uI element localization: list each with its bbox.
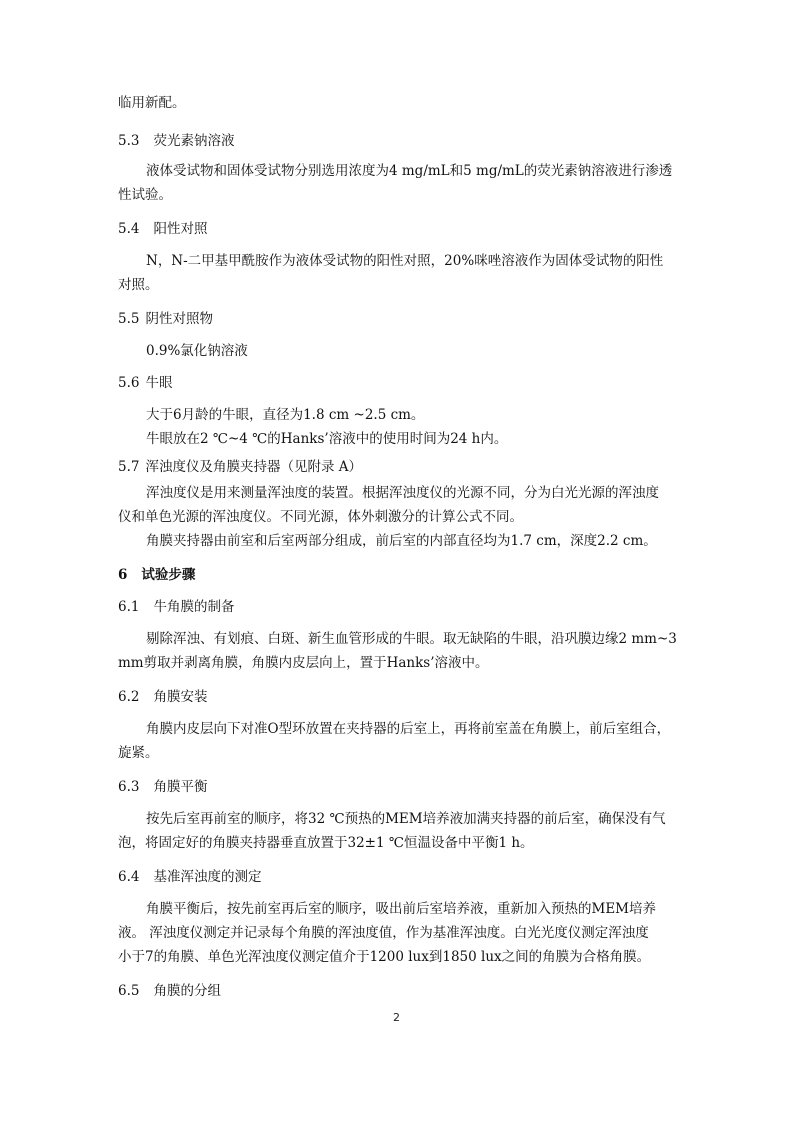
paragraph-line: 对照。: [118, 277, 159, 293]
section-heading-5-5: 5.5 阴性对照物: [118, 311, 213, 327]
section-heading-5-6: 5.6 牛眼: [118, 375, 173, 391]
page-number: 2: [393, 1011, 400, 1024]
paragraph-line: 0.9%氯化钠溶液: [146, 343, 248, 359]
paragraph-line: 按先后室再前室的顺序，将32 ℃预热的MEM培养液加满夹持器的前后室，确保没有气: [146, 811, 666, 827]
paragraph-line: 泡，将固定好的角膜夹持器垂直放置于32±1 ℃恒温设备中平衡1 h。: [118, 835, 534, 851]
paragraph-line: 大于6月龄的牛眼，直径为1.8 cm ~2.5 cm。: [146, 407, 425, 423]
paragraph-line: 牛眼放在2 ℃~4 ℃的Hanks’溶液中的使用时间为24 h内。: [146, 431, 508, 447]
section-heading-6-2: 6.2 角膜安装: [118, 689, 208, 705]
section-heading-5-7: 5.7 浑浊度仪及角膜夹持器（见附录 A）: [118, 459, 363, 475]
paragraph-line: mm剪取并剥离角膜，角膜内皮层向上，置于Hanks’溶液中。: [118, 655, 489, 671]
paragraph-line: 剔除浑浊、有划痕、白斑、新生血管形成的牛眼。取无缺陷的牛眼，沿巩膜边缘2 mm~3: [146, 631, 677, 647]
section-heading-6-5: 6.5 角膜的分组: [118, 983, 221, 999]
section-heading-6: 6 试验步骤: [118, 567, 196, 583]
paragraph-line: 仪和单色光源的浑浊度仪。不同光源，体外刺激分的计算公式不同。: [118, 509, 523, 525]
section-heading-6-3: 6.3 角膜平衡: [118, 779, 208, 795]
paragraph-line: 旋紧。: [118, 745, 159, 761]
section-heading-5-4: 5.4 阳性对照: [118, 221, 208, 237]
paragraph-line: 液体受试物和固体受试物分别选用浓度为4 mg/mL和5 mg/mL的荧光素钠溶液进行渗透: [146, 163, 673, 179]
paragraph-line: 小于7的角膜、单色光浑浊度仪测定值介于1200 lux到1850 lux之间的角膜为合格角膜。: [118, 949, 651, 965]
paragraph-line: 浑浊度仪是用来测量浑浊度的装置。根据浑浊度仪的光源不同，分为白光光源的浑浊度: [146, 485, 659, 501]
section-heading-6-1: 6.1 牛角膜的制备: [118, 599, 235, 615]
paragraph-line: 角膜夹持器由前室和后室两部分组成，前后室的内部直径均为1.7 cm，深度2.2 cm。: [146, 533, 657, 549]
text-line: 临用新配。: [118, 95, 186, 111]
paragraph-line: 液。 浑浊度仪测定并记录每个角膜的浑浊度值，作为基准浑浊度。白光光度仪测定浑浊度: [118, 925, 649, 941]
section-heading-5-3: 5.3 荧光素钠溶液: [118, 133, 235, 149]
paragraph-line: N，N-二甲基甲酰胺作为液体受试物的阳性对照，20%咪唑溶液作为固体受试物的阳性: [146, 253, 664, 269]
section-heading-6-4: 6.4 基准浑浊度的测定: [118, 869, 262, 885]
paragraph-line: 角膜内皮层向下对准O型环放置在夹持器的后室上，再将前室盖在角膜上，前后室组合，: [146, 721, 671, 737]
paragraph-line: 角膜平衡后，按先前室再后室的顺序，吸出前后室培养液，重新加入预热的MEM培养: [146, 901, 656, 917]
paragraph-line: 性试验。: [118, 187, 172, 203]
